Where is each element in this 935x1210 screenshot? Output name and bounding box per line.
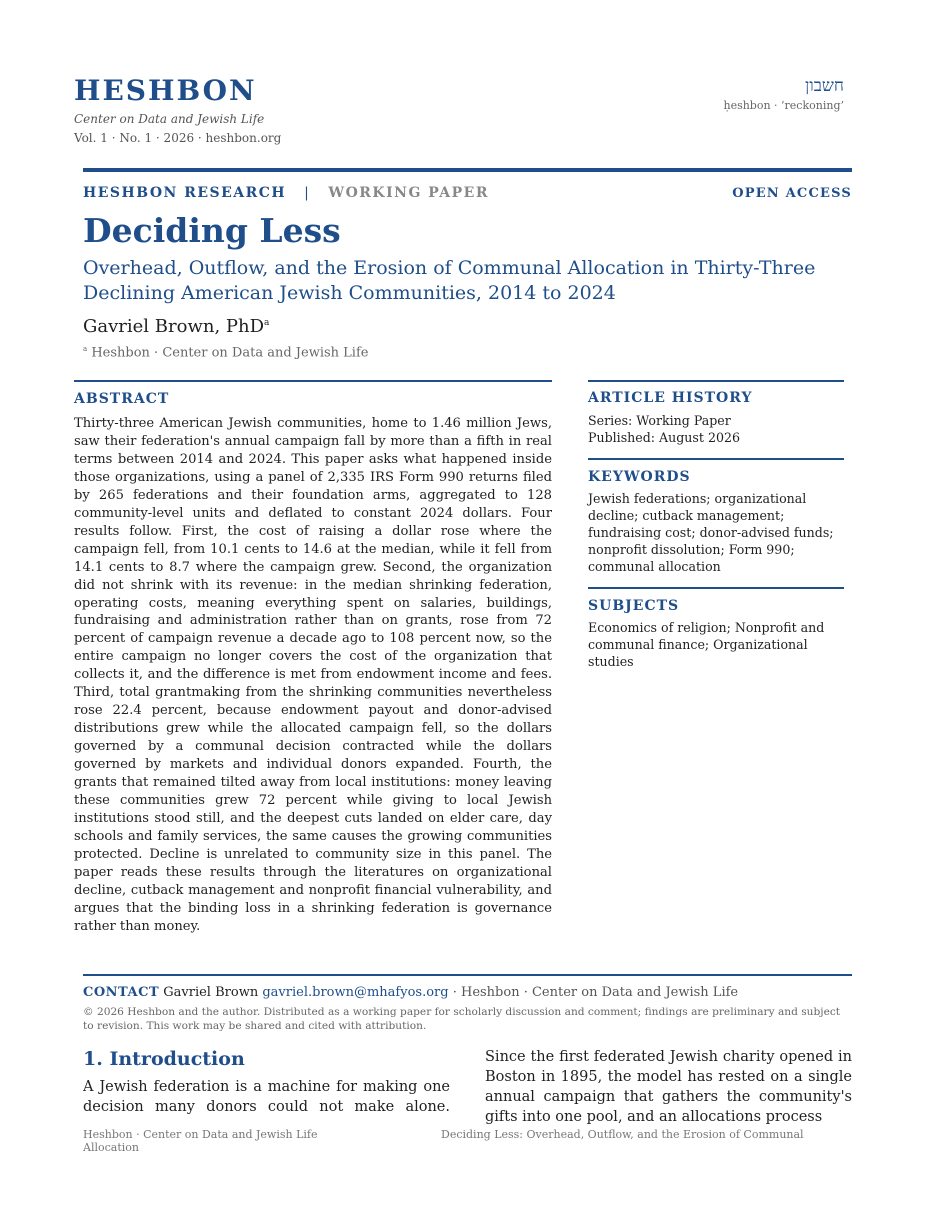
- subjects-rule: [588, 587, 844, 589]
- footer-right: [441, 1128, 804, 1141]
- abstract-body: Thirty-three American Jewish communities, home to 1.46 million Jews, saw their federation's annual campaign fall by more than a fifth in real terms between 2014 and 2024. This paper asks what happened inside those organizations, using a panel of 2,335 IRS Form 990 returns filed by 265 federations and their foundation arms, aggregated to 128 community-level units and deflated to constant 2024 dollars. Four results follow. First, the cost of raising a dollar rose where the campaign fell, from 10.1 cents to 14.6 at the median, while it fell from 14.1 cents to 8.7 where the campaign grew. Second, the organization did not shrink with its revenue: in the median shrinking federation, operating costs, meaning everything spent on salaries, buildings, fundraising and administration rather than on grants, rose from 72 percent of campaign revenue a decade ago to 108 percent now, so the entire campaign no longer covers the cost of the organization that collects it, and the difference is met from endowment income and fees. Third, total grantmaking from the shrinking communities nevertheless rose 22.4 percent, because endowment payout and donor-advised distributions grew while the allocated campaign fell, so the dollars governed by a communal decision contracted while the dollars governed by markets and individual donors expanded. Fourth, the grants that remained tilted away from local institutions: money leaving these communities grew 72 percent while giving to local Jewish institutions stood still, and the deepest cuts landed on elder care, day schools and family services, the same causes the growing communities protected. Decline is unrelated to community size in this panel. The paper reads these results through the literatures on organizational decline, cutback management and nonprofit financial vulnerability, and argues that the binding loss in a shrinking federation is governance rather than money.: [74, 416, 552, 934]
- hebrew-gloss: ḥeshbon · ‘reckoning’: [723, 99, 844, 112]
- series-name: HESHBON RESEARCH: [83, 185, 287, 201]
- contact-label: CONTACT: [83, 985, 160, 1000]
- contact-line: [83, 985, 738, 1000]
- author-name: [83, 316, 269, 337]
- history-rule: [588, 380, 844, 382]
- copyright-notice: © 2026 Heshbon and the author. Distributed as a working paper for scholarly discussion and comment; findings are preliminary and subject to revision. This work may be shared and cited with attribution.: [83, 1006, 841, 1032]
- history-heading: ARTICLE HISTORY: [588, 390, 753, 406]
- journal-brand: HESHBON: [74, 74, 257, 107]
- author-affiliation: [83, 345, 368, 360]
- series-type: WORKING PAPER: [328, 185, 489, 201]
- intro-heading: 1. Introduction: [83, 1048, 245, 1070]
- keywords-heading: KEYWORDS: [588, 469, 691, 485]
- series-line: [83, 185, 489, 201]
- author-affiliation-mark: a: [264, 318, 270, 328]
- intro-left-text: A Jewish federation is a machine for making one decision many donors could not make alone.: [83, 1079, 450, 1115]
- subjects-heading: SUBJECTS: [588, 598, 680, 614]
- article-subtitle: Overhead, Outflow, and the Erosion of Communal Allocation in Thirty-Three Declining American Jewish Communities, 2014 to 2024: [83, 257, 816, 304]
- keywords-list: Jewish federations; organizational decline; cutback management; fundraising cost; donor-advised funds; nonprofit dissolution; Form 990; communal allocation: [588, 491, 834, 574]
- footer-right-line2: Allocation: [83, 1141, 139, 1154]
- contact-email-link[interactable]: gavriel.brown@mhafyos.org: [262, 985, 449, 1000]
- author-name-text: Gavriel Brown, PhD: [83, 316, 265, 337]
- footer-left: Heshbon · Center on Data and Jewish Life: [83, 1128, 318, 1141]
- contact-org: · Heshbon · Center on Data and Jewish Life: [452, 985, 739, 1000]
- subjects-list: Economics of religion; Nonprofit and communal finance; Organizational studies: [588, 620, 825, 669]
- header-rule: [83, 168, 852, 172]
- article-title: Deciding Less: [83, 211, 341, 250]
- history-series: Series: Working Paper: [588, 413, 731, 428]
- series-separator: |: [304, 185, 311, 201]
- intro-right-text: Since the first federated Jewish charity opened in Boston in 1895, the model has rested on a single annual campaign that gathers the community's gifts into one pool, and an allocations process: [485, 1049, 852, 1125]
- keywords-rule: [588, 458, 844, 460]
- open-access-label: OPEN ACCESS: [732, 186, 852, 201]
- contact-rule: [83, 974, 852, 976]
- footer-right-line1: Deciding Less: Overhead, Outflow, and the Erosion of Communal: [441, 1128, 804, 1141]
- abstract-rule: [74, 380, 552, 382]
- affiliation-mark: a: [83, 345, 88, 353]
- hebrew-wordmark: חשבון: [805, 76, 844, 96]
- affiliation-text: Heshbon · Center on Data and Jewish Life: [91, 345, 369, 361]
- abstract-heading: ABSTRACT: [74, 391, 170, 407]
- history-published: Published: August 2026: [588, 430, 740, 445]
- journal-subtitle: Center on Data and Jewish Life: [74, 112, 265, 126]
- contact-name: Gavriel Brown: [163, 985, 259, 1000]
- journal-volume: Vol. 1 · No. 1 · 2026 · heshbon.org: [74, 131, 282, 145]
